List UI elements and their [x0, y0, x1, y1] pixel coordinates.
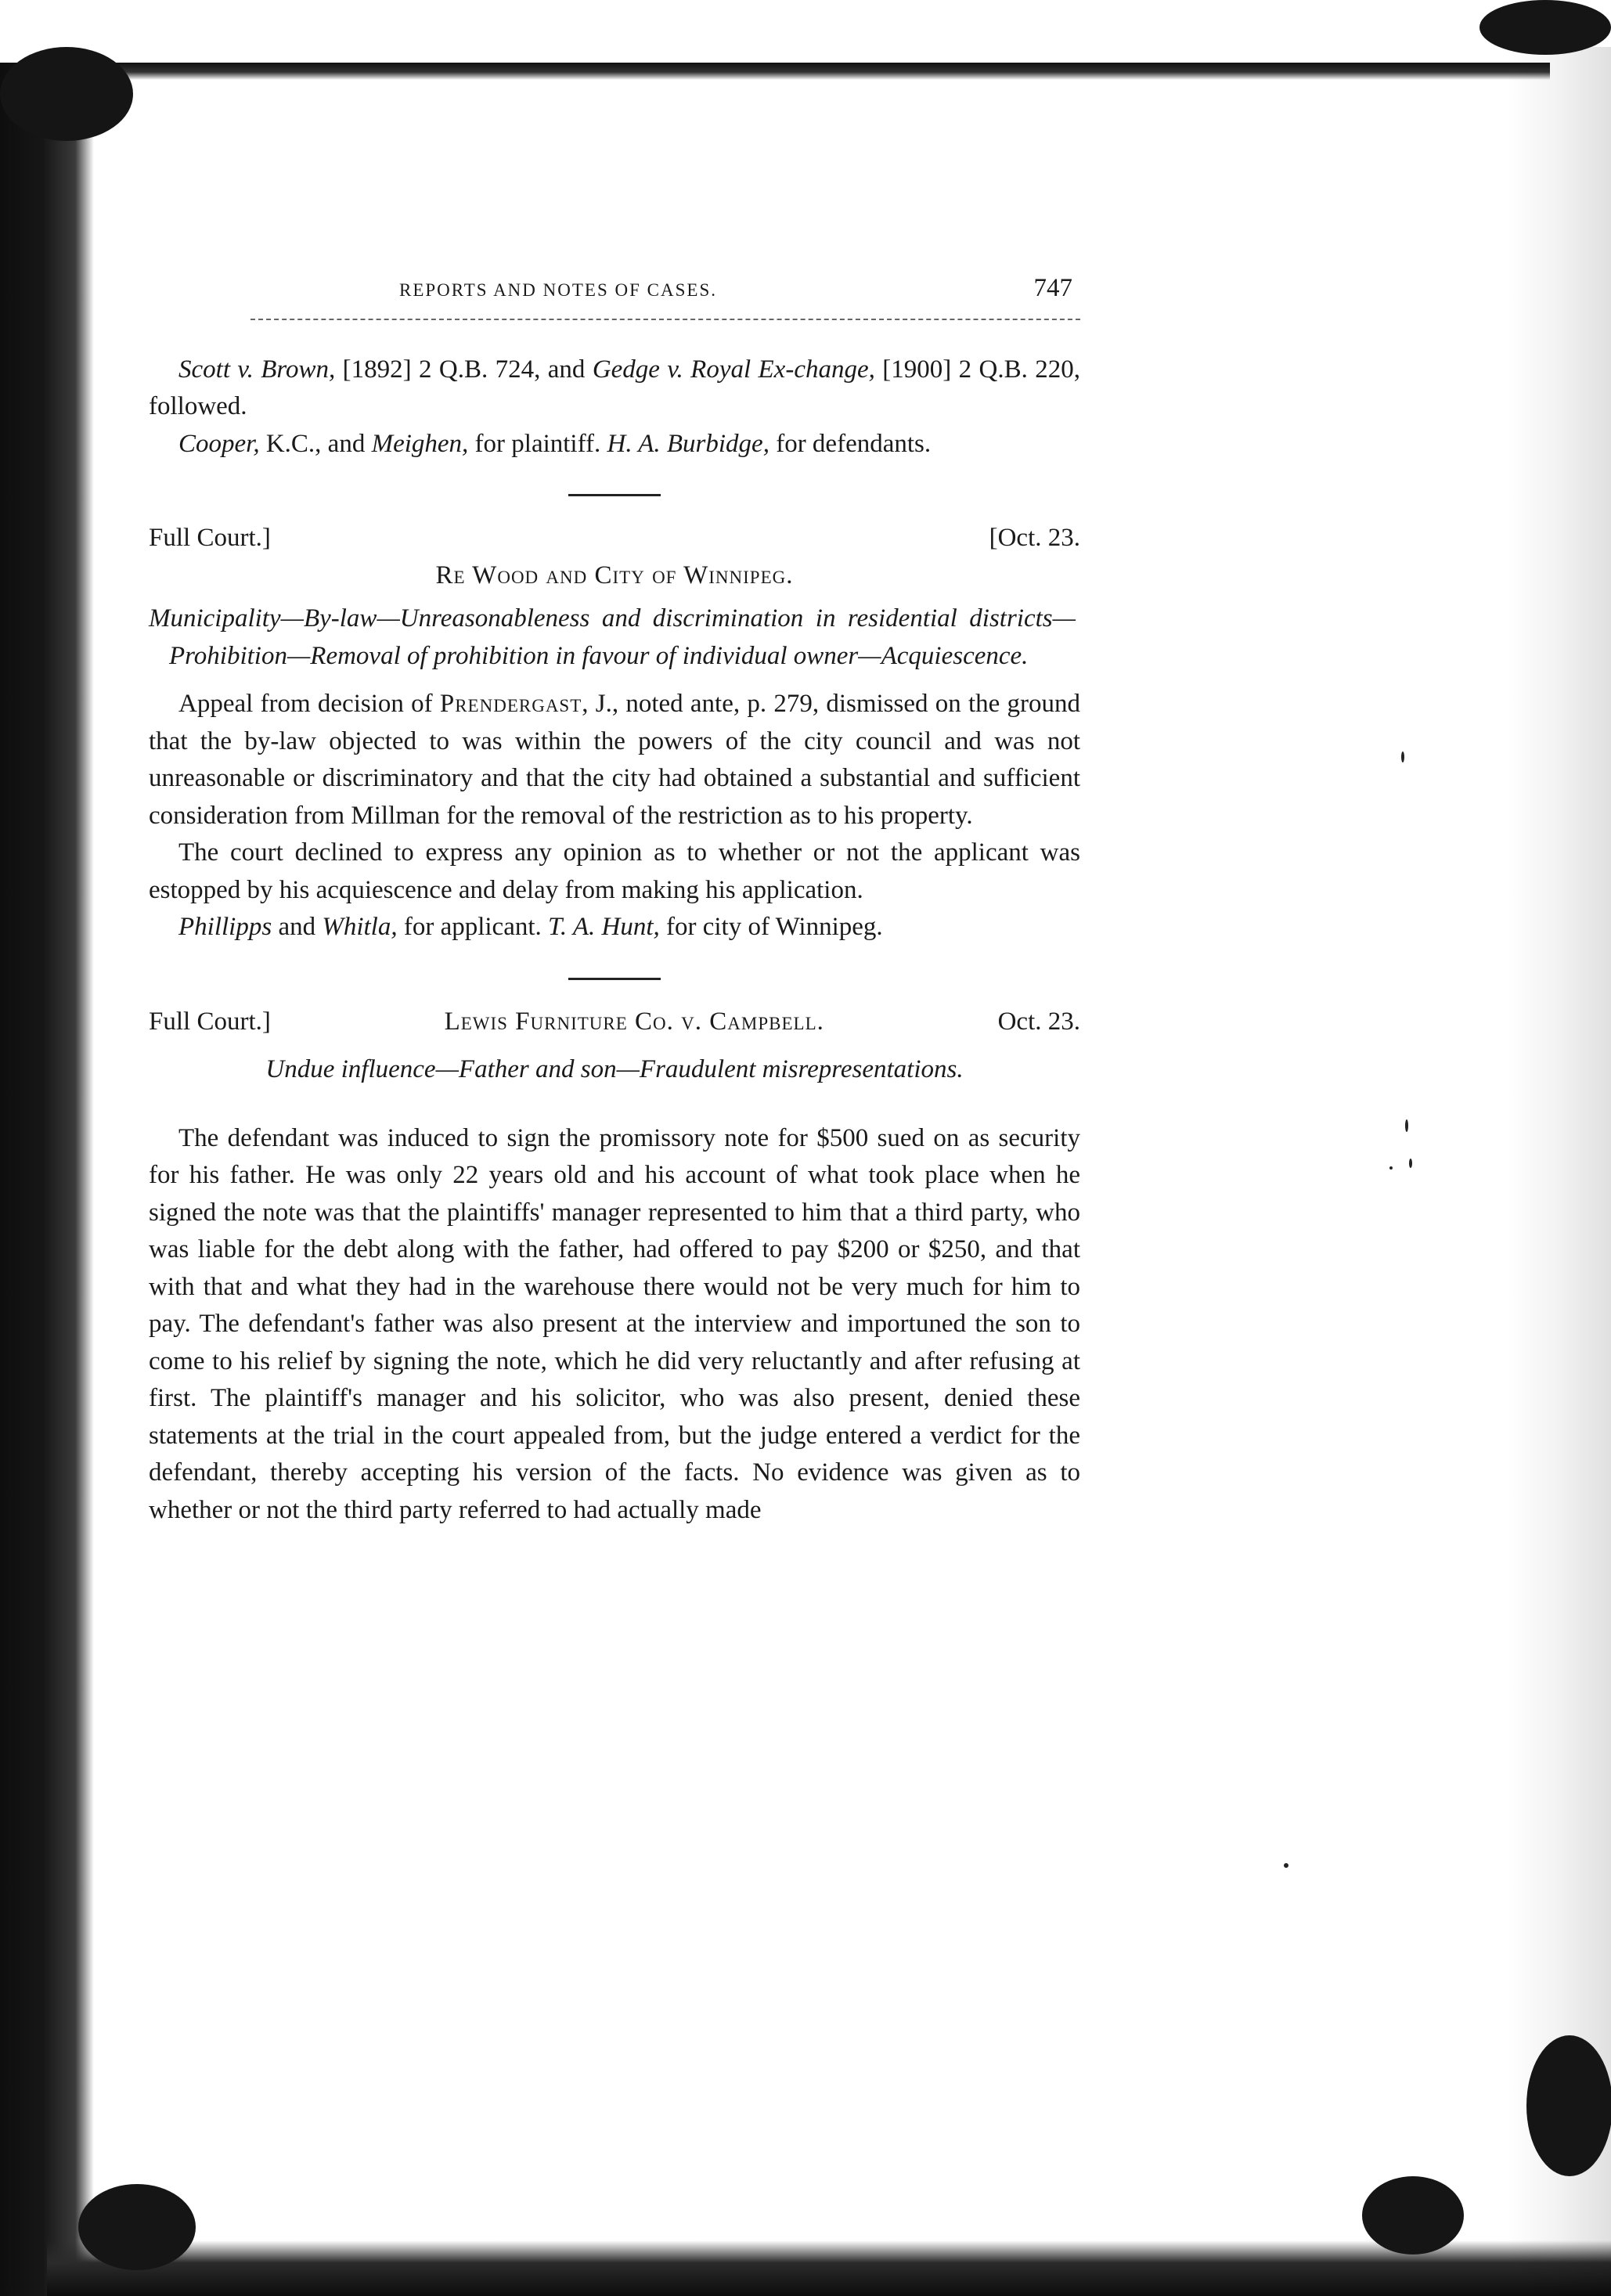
case-2-date: Oct. 23. — [997, 1007, 1080, 1036]
scan-damage-top-right — [1479, 0, 1611, 55]
counsel-text: for plaintiff. — [468, 429, 607, 458]
counsel-name: Phillipps — [178, 913, 272, 941]
case-2-title: Lewis Furniture Co. v. Campbell. — [444, 1007, 824, 1036]
case-1-headnote: Municipality—By-law—Unreasonableness and discrimination in residential districts—Prohibition—Removal of prohibition in favour of individual owner—Acquiescence. — [149, 604, 1076, 670]
carryover-counsel — [149, 426, 1080, 463]
scan-damage-bottom-left — [78, 2184, 196, 2270]
scan-damage-top-left — [0, 47, 133, 141]
case-1-header — [149, 520, 1080, 557]
counsel-name: Meighen, — [371, 429, 469, 458]
case-1-date: [Oct. 23. — [989, 524, 1080, 552]
case-1-title: Re Wood and City of Winnipeg. — [435, 560, 794, 589]
counsel-text: for city of Winnipeg. — [659, 913, 883, 941]
case-1-judge-name: Prendergast — [439, 690, 582, 718]
counsel-name: Cooper, — [178, 429, 260, 458]
case-separator — [568, 978, 661, 980]
scan-speck — [1389, 1166, 1393, 1170]
running-head — [149, 270, 1080, 309]
scan-speck — [1401, 752, 1404, 762]
counsel-name: T. A. Hunt, — [548, 913, 660, 941]
scan-border-bottom — [47, 2240, 1611, 2296]
page-number: 747 — [1033, 274, 1072, 302]
header-rule — [250, 319, 1080, 320]
case-1-paragraph-1 — [149, 686, 1080, 834]
citation-scott-v-brown: Scott v. Brown, — [178, 355, 336, 384]
case-1-court: Full Court.] — [149, 524, 271, 552]
counsel-text: for defendants. — [769, 429, 932, 458]
page-content — [149, 270, 1080, 1529]
counsel-text: for applicant. — [397, 913, 549, 941]
case-1-p1-text: Appeal from decision of — [178, 690, 440, 718]
case-1-paragraph-2: The court declined to express any opinion as to whether or not the applicant was estopped by his acquiescence and delay from making his application. — [149, 838, 1080, 904]
scan-border-top — [70, 63, 1550, 80]
citation-gedge: Gedge v. Royal Ex- — [592, 355, 795, 384]
counsel-name: H. A. Burbidge, — [607, 429, 769, 458]
citation-text-2: [1900] 2 Q.B. 220, followed. — [149, 355, 1081, 420]
case-2-headnote: Undue influence—Father and son—Fraudulent misrepresentations. — [265, 1055, 964, 1083]
case-separator — [568, 494, 661, 496]
case-1-counsel — [149, 909, 1080, 946]
scan-border-left — [0, 63, 94, 2296]
scan-damage-bottom-right — [1362, 2176, 1464, 2255]
scan-damage-right-edge — [1526, 2035, 1611, 2176]
case-1-p1-text-cont: , J., noted ante, p. 279, dismissed on the ground that the by-law objected to was within the powers of the city council and was not unreasonable or discriminatory and that the city had obtained a substantial and sufficient consideration from Millman for the removal of the restriction as to his property. — [149, 690, 1081, 830]
counsel-name: Whitla, — [322, 913, 398, 941]
case-2-court: Full Court.] — [149, 1007, 271, 1036]
scan-speck — [1405, 1119, 1408, 1132]
case-2-header — [149, 1004, 1080, 1041]
citation-text: [1892] 2 Q.B. 724, and — [335, 355, 593, 384]
counsel-text: K.C., and — [259, 429, 372, 458]
case-2-paragraph-1: The defendant was induced to sign the promissory note for $500 sued on as security for his father. He was only 22 years old and his account of what took place when he signed the note was that the plaintiffs' manager represented to him that a third party, who was liable for the debt along with the father, had offered to pay $200 or $250, and that with that and what they had in the warehouse there would not be very much for him to pay. The defendant's father was also present at the interview and importuned the son to come to his relief by signing the note, which he did very reluctantly and after refusing at first. The plaintiff's manager and his solicitor, who was also present, denied these statements at the trial in the court appealed from, but the judge entered a verdict for the defendant, thereby accepting his version of the facts. No evidence was given as to whether or not the third party referred to had actually made — [149, 1123, 1080, 1524]
running-title: REPORTS AND NOTES OF CASES. — [399, 280, 717, 300]
scan-border-right — [1507, 47, 1611, 2296]
scan-speck — [1409, 1159, 1412, 1168]
counsel-text: and — [272, 913, 323, 941]
carryover-citation — [149, 351, 1080, 426]
citation-gedge-cont: change, — [794, 355, 875, 384]
scan-speck — [1284, 1863, 1288, 1868]
